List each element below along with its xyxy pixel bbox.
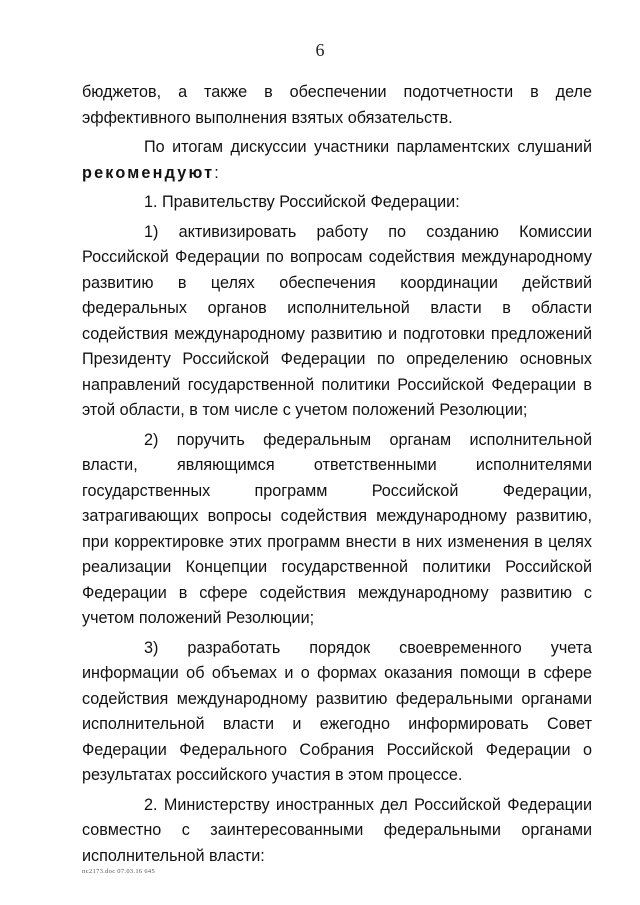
discussion-intro-text: По итогам дискуссии участники парламентских слушаний	[144, 138, 592, 156]
paragraph-item-1-3: 3) разработать порядок своевременного учета информации об объемах и о формах оказания помощи в сфере содействия международному развитию федеральными органами исполнительной власти и ежегодно информировать Совет Федерации Федерального Собрания Российской Федерации о результатах российского участия в этом процессе.	[82, 638, 592, 784]
page-number: 6	[315, 40, 325, 60]
paragraph-item-1-2: 2) поручить федеральным органам исполнительной власти, являющимся ответственными исполнителями государственных программ Российской Федерации, затрагивающих вопросы содействия международному развитию, при корректировке этих программ внести в них изменения в целях реализации Концепции государственной политики Российской Федерации в сфере содействия международному развитию с учетом положений Резолюции;	[82, 430, 592, 627]
document-footer-code: пс2173.doc 07.03.16 645	[82, 868, 156, 875]
paragraph-continuation: бюджетов, а также в обеспечении подотчетности в деле эффективного выполнения взятых обязательств.	[82, 83, 592, 127]
recommend-colon: :	[214, 163, 219, 182]
paragraph-discussion-intro	[82, 135, 592, 161]
recommend-word: рекомендуют	[82, 163, 215, 182]
document-body	[82, 80, 592, 869]
paragraph-item-1-1: 1) активизировать работу по созданию Комиссии Российской Федерации по вопросам содействия международному развитию в целях обеспечения координации действий федеральных органов исполнительной власти в области содействия международному развитию и подготовки предложений Президенту Российской Федерации по определению основных направлений государственной политики Российской Федерации в этой области, в том числе с учетом положений Резолюции;	[82, 222, 592, 419]
paragraph-item-2-heading: 2. Министерству иностранных дел Российской Федерации совместно с заинтересованными федеральными органами исполнительной власти:	[82, 795, 592, 865]
paragraph-recommend	[82, 161, 592, 187]
paragraph-item-1-heading: 1. Правительству Российской Федерации:	[144, 193, 460, 211]
